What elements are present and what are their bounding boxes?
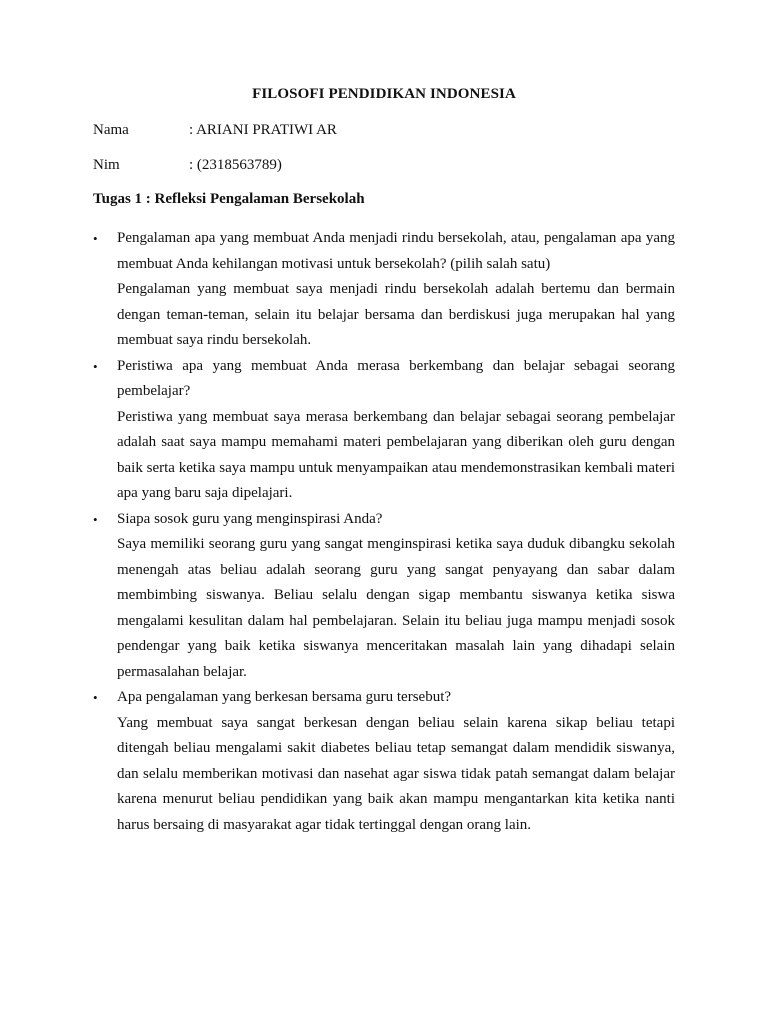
answer-text: Yang membuat saya sangat berkesan dengan beliau selain karena sikap beliau tetapi ditengah beliau mengalami sakit diabetes beliau tetap semangat dalam mendidik siswanya, dan selalu memberikan motivasi dan nasehat agar siswa tidak patah semangat dalam belajar karena menurut beliau pendidikan yang baik akan mampu mengantarkan kita ketika nanti harus bersaing di masyarakat agar tidak tertinggal dengan orang lain.	[117, 714, 675, 833]
list-item	[93, 507, 675, 686]
answer-text: Pengalaman yang membuat saya menjadi rindu bersekolah adalah bertemu dan bermain dengan teman-teman, selain itu belajar bersama dan berdiskusi juga merupakan hal yang membuat saya rindu bersekolah.	[117, 281, 675, 348]
name-value: : ARIANI PRATIWI AR	[189, 122, 337, 138]
bullet-icon: •	[93, 511, 98, 527]
list-item	[93, 226, 675, 354]
nim-value: : (2318563789)	[189, 157, 282, 173]
question-text: Pengalaman apa yang membuat Anda menjadi rindu bersekolah, atau, pengalaman apa yang membuat Anda kehilangan motivasi untuk bersekolah? (pilih salah satu)	[117, 230, 675, 272]
nim-label: Nim	[93, 157, 120, 173]
question-text: Apa pengalaman yang berkesan bersama guru tersebut?	[117, 689, 452, 705]
bullet-icon: •	[93, 231, 98, 246]
question-text: Siapa sosok guru yang menginspirasi Anda?	[117, 510, 383, 527]
name-label: Nama	[93, 122, 129, 138]
task-heading: Tugas 1 : Refleksi Pengalaman Bersekolah	[93, 191, 365, 207]
bullet-icon: •	[93, 690, 98, 705]
answer-text: Peristiwa yang membuat saya merasa berkembang dan belajar sebagai seorang pembelajar adalah saat saya mampu memahami materi pembelajaran yang diberikan oleh guru dengan baik serta ketika saya mampu untuk menyampaikan atau mendemonstrasikan kembali materi apa yang baru saja dipelajari.	[117, 408, 675, 501]
bullet-icon: •	[93, 358, 98, 374]
reflection-list	[93, 226, 675, 838]
document-title: FILOSOFI PENDIDIKAN INDONESIA	[252, 86, 516, 102]
list-item	[93, 685, 675, 838]
list-item	[93, 354, 675, 507]
answer-text: Saya memiliki seorang guru yang sangat menginspirasi ketika saya duduk dibangku sekolah menengah atas beliau adalah seorang guru yang sangat penyayang dan sabar dalam membimbing siswanya. Beliau selalu dengan sigap membantu siswanya ketika siswa mengalami kesulitan dalam hal pembelajaran. Selain itu beliau juga mampu menjadi sosok pendengar yang baik ketika siswanya menceritakan masalah lain yang dihadapi selain permasalahan belajar.	[117, 536, 675, 680]
question-text: Peristiwa apa yang membuat Anda merasa berkembang dan belajar sebagai seorang pembelajar?	[117, 357, 675, 399]
